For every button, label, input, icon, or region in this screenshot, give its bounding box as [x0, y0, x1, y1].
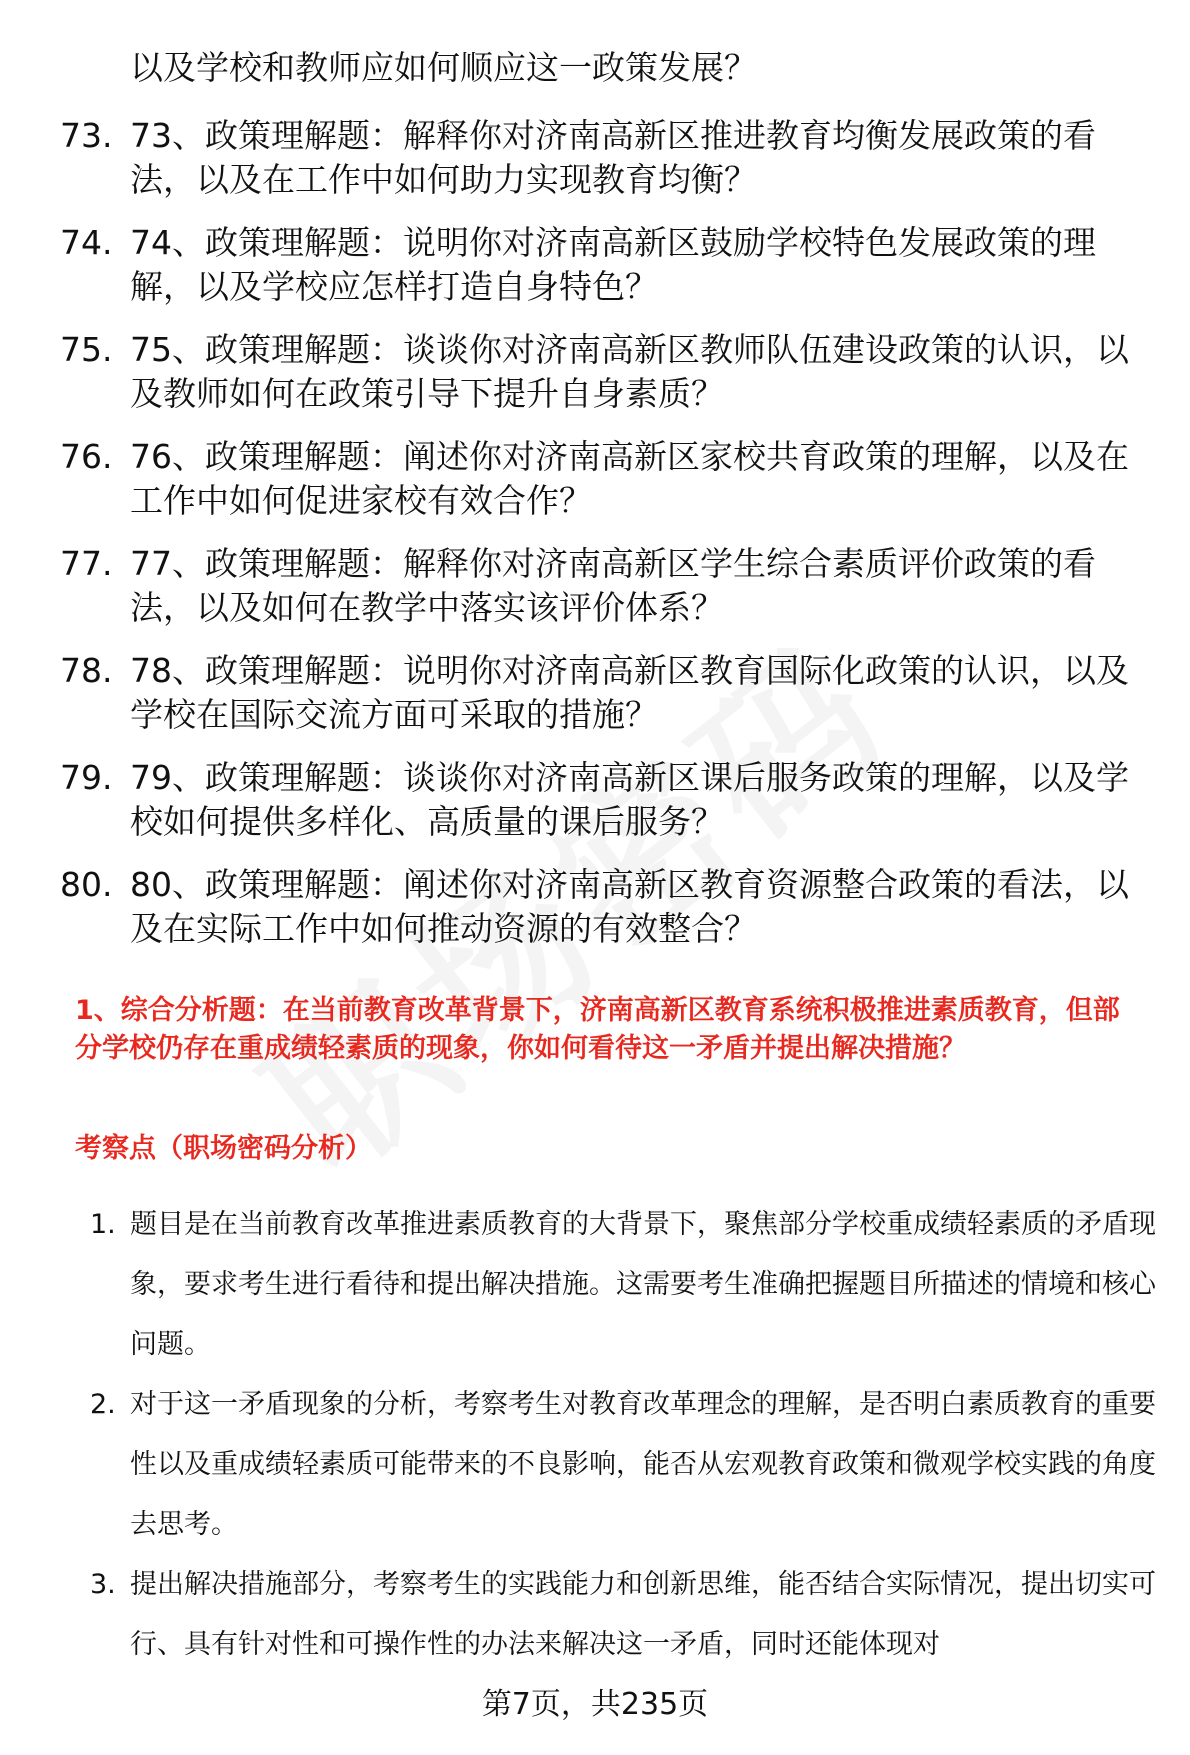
list-item-text: 提出解决措施部分，考察考生的实践能力和创新思维，能否结合实际情况，提出切实可行、具有针对性和可操作性的办法来解决这一矛盾，同时还能体现对 [130, 1569, 1156, 1660]
list-item [0, 435, 1190, 523]
list-item-number: 76. [60, 437, 113, 476]
list-item-number: 74. [60, 223, 113, 262]
list-item-number: 1. [90, 1209, 116, 1240]
question-list [0, 114, 1190, 970]
section-heading: 1、综合分析题：在当前教育改革背景下，济南高新区教育系统积极推进素质教育，但部分学校仍存在重成绩轻素质的现象，你如何看待这一矛盾并提出解决措施？ [75, 995, 1120, 1064]
list-item-text: 74、政策理解题：说明你对济南高新区鼓励学校特色发展政策的理解，以及学校应怎样打造自身特色？ [130, 223, 1096, 306]
page-footer: 第7页，共235页 [481, 1687, 709, 1722]
list-item-text: 79、政策理解题：谈谈你对济南高新区课后服务政策的理解，以及学校如何提供多样化、高质量的课后服务？ [130, 758, 1129, 841]
analysis-point-list [0, 1195, 1190, 1675]
list-item-text: 78、政策理解题：说明你对济南高新区教育国际化政策的认识，以及学校在国际交流方面可采取的措施？ [130, 651, 1129, 734]
list-item-number: 78. [60, 651, 113, 690]
list-item-number: 73. [60, 116, 113, 155]
list-item [0, 114, 1190, 202]
list-item-number: 3. [90, 1569, 116, 1600]
continuation-line: 以及学校和教师应如何顺应这一政策发展？ [130, 48, 757, 87]
list-item-text: 76、政策理解题：阐述你对济南高新区家校共育政策的理解，以及在工作中如何促进家校有效合作？ [130, 437, 1129, 520]
list-item [0, 649, 1190, 737]
list-item [0, 756, 1190, 844]
list-item [0, 1195, 1190, 1375]
list-item [0, 863, 1190, 951]
list-item [0, 328, 1190, 416]
list-item-text: 对于这一矛盾现象的分析，考察考生对教育改革理念的理解，是否明白素质教育的重要性以及重成绩轻素质可能带来的不良影响，能否从宏观教育政策和微观学校实践的角度去思考。 [130, 1389, 1156, 1540]
list-item-number: 75. [60, 330, 113, 369]
list-item-text: 73、政策理解题：解释你对济南高新区推进教育均衡发展政策的看法，以及在工作中如何助力实现教育均衡？ [130, 116, 1096, 199]
list-item-number: 77. [60, 544, 113, 583]
list-item-text: 80、政策理解题：阐述你对济南高新区教育资源整合政策的看法，以及在实际工作中如何推动资源的有效整合？ [130, 865, 1129, 948]
list-item-text: 77、政策理解题：解释你对济南高新区学生综合素质评价政策的看法，以及如何在教学中落实该评价体系？ [130, 544, 1096, 627]
list-item [0, 221, 1190, 309]
list-item-number: 79. [60, 758, 113, 797]
list-item-text: 题目是在当前教育改革推进素质教育的大背景下，聚焦部分学校重成绩轻素质的矛盾现象，要求考生进行看待和提出解决措施。这需要考生准确把握题目所描述的情境和核心问题。 [130, 1209, 1156, 1360]
list-item [0, 542, 1190, 630]
analysis-label: 考察点（职场密码分析） [75, 1133, 372, 1164]
list-item [0, 1555, 1190, 1675]
list-item-number: 80. [60, 865, 113, 904]
list-item-text: 75、政策理解题：谈谈你对济南高新区教师队伍建设政策的认识，以及教师如何在政策引导下提升自身素质？ [130, 330, 1129, 413]
list-item-number: 2. [90, 1389, 116, 1420]
list-item [0, 1375, 1190, 1555]
